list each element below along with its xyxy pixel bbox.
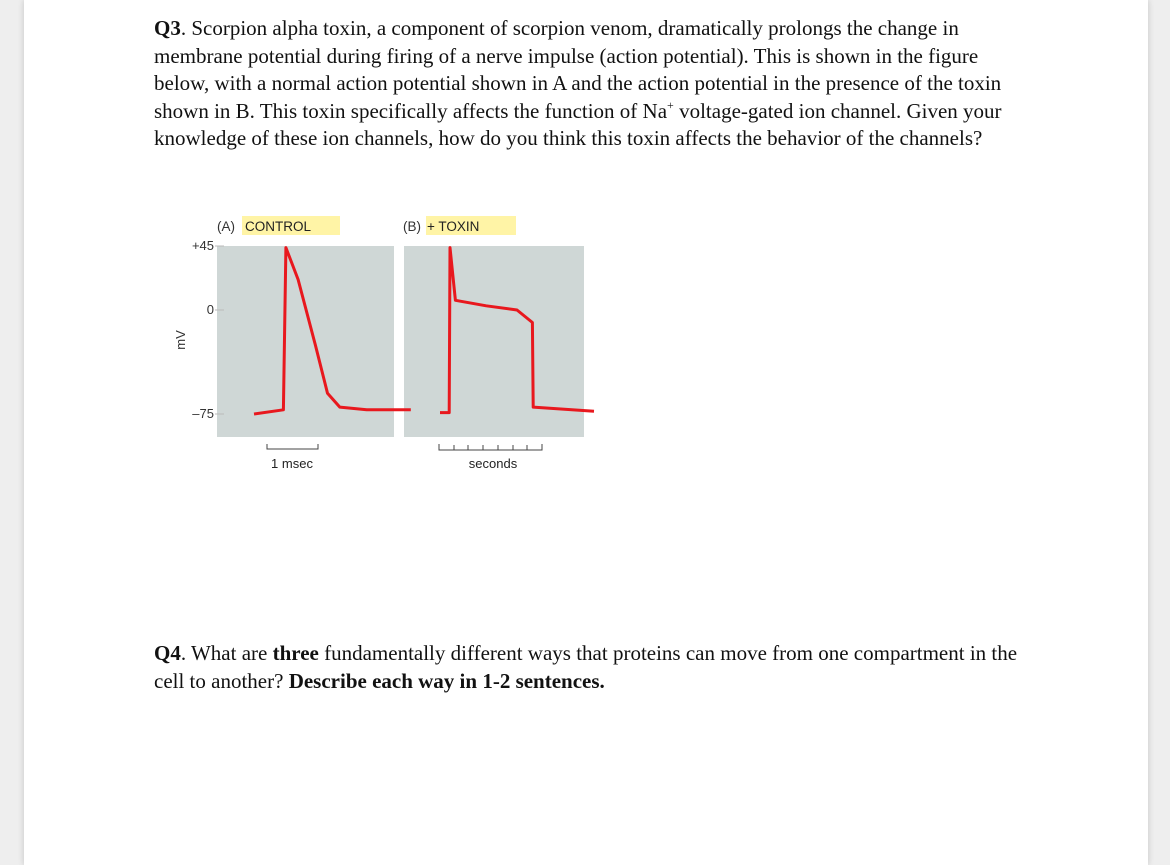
- panel-a-title: CONTROL: [245, 219, 312, 234]
- panel-a-letter: (A): [217, 219, 235, 234]
- question-4-text-part2: fundamentally different ways that proteins can move from one compartment in the cell to another?: [154, 641, 1018, 693]
- question-4-number: Q4: [154, 641, 181, 665]
- panel-a-scale-label: 1 msec: [271, 456, 313, 471]
- question-4-bold-three: three: [272, 641, 319, 665]
- question-3-number: Q3: [154, 16, 181, 40]
- panel-b-scale-bar: [439, 444, 542, 450]
- y-tick-label-minus-75: –75: [192, 406, 214, 421]
- sodium-superscript: +: [667, 97, 674, 112]
- question-4-instruction: Describe each way in 1-2 sentences.: [288, 668, 605, 693]
- question-4-text-part1: . What are: [180, 641, 273, 665]
- panel-a-scale-bar: [267, 444, 318, 449]
- question-3-text-part2: voltage-gated ion channel. Given your knowledge of these ion channels, how do you think this toxin affects the behavior of the channels?: [154, 98, 1002, 150]
- panel-b-title: + TOXIN: [427, 219, 480, 234]
- y-axis-label: mV: [173, 330, 188, 350]
- question-4: [154, 640, 1024, 695]
- document-page: [24, 0, 1148, 865]
- y-tick-label-45: +45: [191, 238, 214, 253]
- question-3-text-part1: . Scorpion alpha toxin, a component of scorpion venom, dramatically prolongs the change in membrane potential during firing of a nerve impulse (action potential). This is shown in the figure below, with a normal action potential shown in A and the action potential in the presence of the toxin shown in B. This toxin specifically affects the function of Na: [154, 16, 1002, 123]
- panel-b-scale-label: seconds: [468, 456, 518, 471]
- action-potential-figure: [24, 0, 1148, 865]
- y-tick-label-0: 0: [206, 302, 214, 317]
- panel-b-letter: (B): [403, 219, 421, 234]
